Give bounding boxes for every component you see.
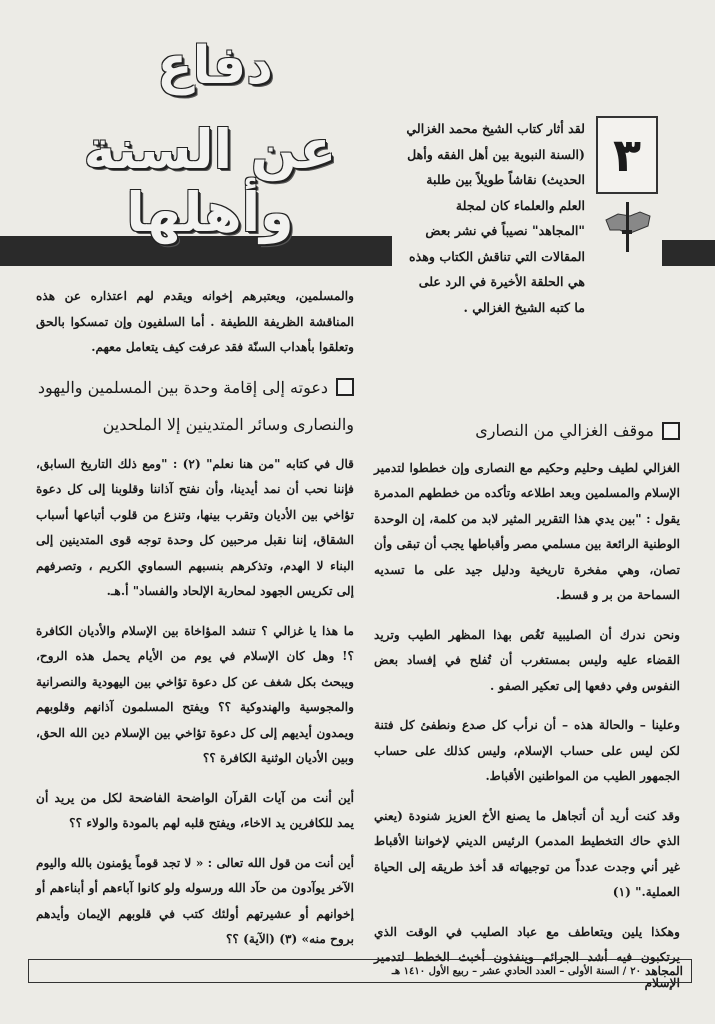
left-paragraph-1: والمسلمين، ويعتبرهم إخوانه ويقدم لهم اعتذاره عن هذه المناقشة الظريفة اللطيفة . أما السلفيون وإن تمسكوا بالحق وتعلقوا بأهداب السنّة فقد عرفت كيف يتعامل معهم. bbox=[36, 289, 354, 354]
title-band-right bbox=[662, 240, 715, 266]
article-number-box: ٣ bbox=[596, 116, 658, 194]
right-paragraph-1: الغزالي لطيف وحليم وحكيم مع النصارى وإن خططوا لتدمير الإسلام والمسلمين وبعد اطلاعه وتأكده من خططهم المدمرة يقول : "بين يدي هذا التقرير المثير لابد من كلمة، إن الوحدة الوطنية الرائعة بين مسلمي مصر وأقباطها يجب أن تبقى وأن تصان، وهي مفخرة تاريخية ودليل جيد على ما تسديه السماحة من بر و قسط. bbox=[374, 460, 680, 602]
left-paragraph-2: قال في كتابه "من هنا نعلم" (٢) : "ومع ذلك التاريخ السابق، فإننا نحب أن نمد أيدينا، وأن نفتح آذاننا وقلوبنا إلى كل دعوة تؤاخي بين الأديان وتقرب بينها، وتنزع من قلوب أتباعها أسباب الشقاق، إننا نقبل مرحبين كل وحدة توجه قوى المتدينين إلى البناء لا الهدم، وتذكرهم بنسبهم السماوي الكريم ، وتصرفهم إلى تكريس الجهود لمحاربة الإلحاد والفساد" أ.هـ. bbox=[36, 456, 354, 598]
section-marker-icon bbox=[662, 422, 680, 440]
left-paragraph-3: ما هذا يا غزالي ؟ تنشد المؤاخاة بين الإسلام والأديان الكافرة ؟! وهل كان الإسلام في يوم من الأيام يحمل هذه الروح، ويبحث بكل شغف عن كل دعوة تؤاخي بين اليهودية والنصرانية والمجوسية والهندوكية ؟؟ ويفتح المسلمون آذانهم وقلوبهم ويمدون أيديهم إلى كل دعوة تؤاخي بين الإسلام دين الله الحق، وبين الأديان الوثنية الكافرة ؟؟ bbox=[36, 623, 354, 765]
title-line-2: عن السنة وأهلها bbox=[83, 118, 337, 244]
left-heading-continuation: والنصارى وسائر المتدينين إلا الملحدين bbox=[102, 415, 354, 434]
right-paragraph-5: وهكذا يلين ويتعاطف مع عباد الصليب في الوقت الذي يرتكبون فيه أشد الجرائم وينفذون أخبث الخطط لتدمير الإسلام bbox=[374, 924, 680, 990]
right-paragraph-2: ونحن ندرك أن الصليبية تَغُص بهذا المظهر الطيب وتريد القضاء عليه وليس بمستغرب أن تُفلح في إفساد بعض النفوس وفي دفعها إلى تعكير الصفو . bbox=[374, 627, 680, 693]
left-heading-text: دعوته إلى إقامة وحدة بين المسلمين واليهود bbox=[37, 377, 328, 397]
right-section-heading bbox=[374, 418, 680, 444]
title-line-1: دفاع bbox=[157, 36, 273, 96]
footer-magazine-name: المجاهد bbox=[645, 964, 683, 978]
right-paragraph-3: وعلينا – والحالة هذه – أن نرأب كل صدع ونطفئ كل فتنة لكن ليس على حساب الإسلام، وليس كذلك على حساب الجمهور الطيب من المواطنين الأقباط. bbox=[374, 718, 680, 783]
footer-issue-info: / السنة الأولى – العدد الحادي عشر – ربيع الأول ١٤١٠ هـ bbox=[391, 965, 627, 977]
page-footer bbox=[28, 959, 692, 983]
left-column bbox=[36, 284, 354, 967]
left-section-heading bbox=[36, 375, 354, 401]
left-paragraph-5: أين أنت من قول الله تعالى : « لا تجد قوماً يؤمنون بالله واليوم الآخر يوآدون من حآد الله ورسوله ولو كانوا آباءهم أو أبناءهم أو إخوانهم أو عشيرتهم أولئك كتب في قلوبهم الإيمان وأيدهم بروح منه» (٣) (الآية) ؟؟ bbox=[36, 855, 354, 946]
right-paragraph-4: وقد كنت أريد أن أتجاهل ما يصنع الأخ العزيز شنودة (يعني الذي حاك التخطيط المدمر) الرئيس الديني لإخواننا الأقباط غير أني وجدت عدداً من توجيهاته قد أخذ طريقه إلى الحياة العملية." (١) bbox=[374, 808, 680, 899]
map-rifle-icon bbox=[600, 200, 656, 254]
footer-page-number: ٢٠ bbox=[630, 965, 642, 977]
intro-text: لقد أثار كتاب الشيخ محمد الغزالي (السنة النبوية بين أهل الفقه وأهل الحديث) نقاشاً طويلاً بين طلبة العلم والعلماء كان لمجلة "المجاهد" نصيباً في نشر بعض المقالات التي تناقش الكتاب وهذه هي الحلقة الأخيرة في الرد على ما كتبه الشيخ الغزالي . bbox=[406, 121, 585, 315]
section-marker-icon bbox=[336, 378, 354, 396]
left-paragraph-4: أين أنت من آيات القرآن الواضحة الفاضحة لكل من يريد أن يمد للكافرين يد الاخاء، ويفتح قلبه لهم بالمودة والولاء ؟؟ bbox=[36, 790, 354, 830]
right-column bbox=[374, 412, 680, 1010]
right-heading-text: موقف الغزالي من النصارى bbox=[475, 421, 654, 440]
